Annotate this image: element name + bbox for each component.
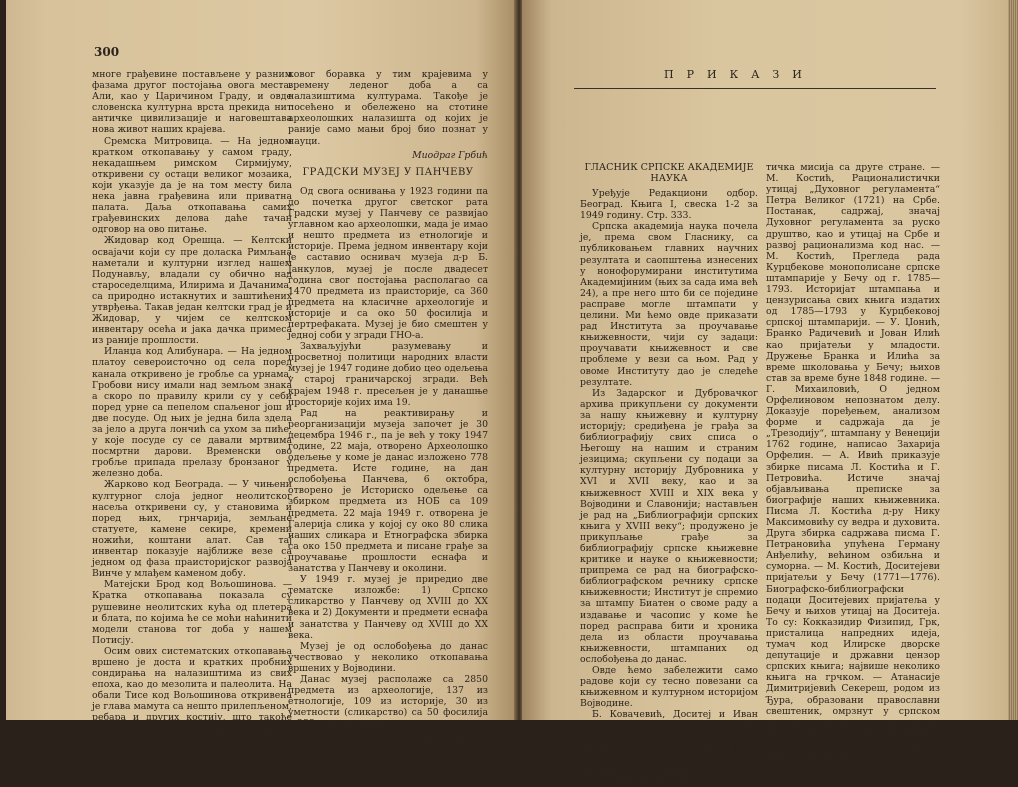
page-number: 300 — [94, 45, 120, 59]
paragraph: Рад на реактивирању и реорганизацији музеја започет је 30 децембра 1946 г., па је већ у току 1947 године, 22 маја, отворено Археолошко одељење у коме је данас изложено 778 предмета. Исте године, на дан ослобођења Панчева, 6 октобра, отворено је Историско одељење са збирком предмета из НОБ са 109 предмета. 22 маја 1949 г. отворена је Галерија слика у којој су око 80 слика наших сликара и Етнографска збирка са око 150 предмета и писане грађе за проучавање прошлости еснафа и занатства у Панчеву и околини. — [288, 407, 488, 575]
paragraph: Српска академија наука почела је, према свом Гласнику, са публиковањем главних научних резултата и саопштења изнесених у нонофорумирани институтима Академијиним (њих за сада има већ 24), а пре него што би се поједине расправе могле штампати у целини. Ми ћемо овде приказати рад Института за проучавање књижевности, чији су задаци: проучавати књижевност и све проблеме у вези са њом. Рад у овоме Институту дао је следеће резултате. — [580, 221, 758, 388]
paragraph: Из Задарског и Дубровачког архива прикупљени су документи за нашу књижевну и културну историју; средиђена је грађа за библиографију свих списа о Његошу на нашим и страним језицима; скупљени су подаци за културну историју Дубровника у XVI и XVII веку, као и за књижевност XVIII и XIX века у Војводини и Славонији; настављен је рад на „Библиографији српских књига у XVIII веку“; продужено је прикупљање грађе за библиографију српске књижевне критике и науке о књижевности; припрема се рад на биографско-библиографском речнику српске књижевности; Институт је спремио за штампу Биатен о своме раду а издавање и часопис у коме ће поред расправа бити и хроника дела из области проучавања књижевности, штампаних од ослобођења до данас. — [580, 387, 758, 665]
page-edges — [1008, 0, 1018, 720]
right-column-1 — [580, 162, 758, 787]
paragraph: Иланџа код Алибунара. — На једном платоу североисточно од села поред канала откривено је гробље са урнама. Гробови нису имали над земљом знака а скоро по правилу крили су у себи поред урне са пепелом спаљеног још и две посуде. Од њих је једна била здела за јело а друга лончић са ухом за пиће, у које посуде су се давали мртвима посмртни дарови. Временски ово гробље припада прелазу бронзаног у железно доба. — [92, 346, 292, 480]
left-column-1 — [92, 69, 292, 735]
paragraph: тичка мисија са друге стране. — М. Костић, Рационалистички утицај „Духовног регуламента“ Петра Великог (1721) на Србе. Постанак, садржај, значај Духовног регуламента за руско друштво, као и утицај на Србе и развој рационализма код нас. — М. Костић, Прегледа рада Курцбекове монополисане српске штампарије у Бечу од г. 1785—1793. Историјат штампања и цензурисања свих књига издатих од 1785—1793 у Курцбековој српској штампарији. — У. Џонић, Бранко Радичевић и Јован Илић као пријатељи у младости. Дружење Бранка и Илића за време школовања у Бечу; њихов став за време буне 1848 године. — Г. Михаиловић, О једном Орфелиновом непознатом делу. Доказује поређењем, анализом форме и садржаја да је „Трезодију“, штампану у Венецији 1762 године, написао Захарија Орфелин. — А. Ивић приказује збирке писама Л. Костића и Г. Петровића. Истиче значај објављивања преписке за биографије наших књижевника. Писма Л. Костића д-ру Нику Максимовићу су ведра и духовита. Друга збирка садржава писма Г. Петрановића упућена Герману Анђелићу, већином озбиљна и суморна. — М. Костић, Доситејеви пријатељи у Бечу (1771—1776). Биографско-библиографски подаци Доситејевих пријатеља у Бечу и њихов утицај на Доситеја. То су: Кокказидир Физипид, Грк, присталица напредних идеја, тумач код Илирске дворске депутације и државни цензор српских књига; највише неколико књига на грчком. — Атанасије Димитријевић Секереш, родом из Ђура, образовани православни свештеник, омрзнут у српском друштву, учествовао у доношењу терезијанских рационалистичких реформа код Срба, цензор српске монополисане штампа- — [766, 162, 940, 761]
paragraph: ковог боравка у тим крајевима у времену леденог доба а са налазиштима културама. Такође је посећено и обележено на стотине археолошких налазишта од којих је раније само мањи број био познат у науци. — [288, 69, 488, 147]
paragraph: У 1949 г. музеј је приредио две тематске изложбе: 1) Српско сликарство у Панчеву од XVIII до XX века и 2) Документи и предмети еснафа и занатства у Панчеву од XVIII до XX века. — [288, 574, 488, 641]
paragraph: Данас музеј располаже са 2850 предмета из археологије, 137 из етнологије, 109 из историје, 30 из уметности (сликарство) са 50 фосилија и 233 стручне књиге. — [288, 673, 488, 730]
paragraph: Сремска Митровица. — На једном кратком откопавању у самом граду, некадашњем римском Сирмијуму, откривени су остаци великог мозаика, који указује да је на том месту била нека јавна грађевина или приватна палата. Даља откопавања самих грађевинских делова даће тачан одговор на ово питање. — [92, 135, 292, 236]
paragraph: Осим ових систематских откопавања вршено је доста и кратких пробних сондирања на налазиштима из свих епоха, као до мезолита и палеолита. На обали Тисе код Вољошинова откривена је глава мамута са нешто прилепљеном, ребара и других костију, што такође указује на могућност човеког боравка — [92, 645, 292, 735]
left-page — [6, 0, 516, 744]
paragraph: Музеј је од ослобођења до данас учествовао у неколико откопавања вршених у Војводини. — [288, 640, 488, 674]
paragraph: Жидовар код Орешца. — Келтски освајачи који су пре доласка Римљана наметали и културни изглед нашем Подунављу, владали су обично над староседелцима, Илирима и Дачанима, са природно истакнутих и заштићених утврђења. Такав један келтски град је и Жидовар, у чијем се келтском инвентару осећа и јака дачка примеса из раније прошлости. — [92, 235, 292, 347]
paragraph: Захваљујући разумевању и просветној политици народних власти музеј је 1947 године добио цео одељења у старој граничарској згради. Већ крајем 1948 г. пресељен је у данашње просторије којих има 19. — [288, 341, 488, 408]
right-column-2 — [766, 162, 940, 761]
paragraph: Уређује Редакциони одбор. Београд. Књига I, свеска 1-2 за 1949 годину. Стр. 333. — [580, 188, 758, 222]
paragraph: Б. Ковачевић, Доситеј и Иван Југовић. У прегледу рада Доситеја и Југовића у првом устанку приказана је делатност и патриотизам Доситеја са једне, а Југовићеве дефетизам, његово аустрофилство и поли- — [580, 709, 758, 787]
author-signature: Миодраг Грбић — [412, 149, 488, 161]
paragraph: Матејски Брод код Вољошинова. — Кратка откопавања показала су рушевине неолитских кућа од плетера и блата, по којима ће се моћи наћинити модели станова тог доба у нашем Потисју. — [92, 579, 292, 646]
paragraph: многе грађевине постављене у разним фазама другог постојања овога места. Али, као у Царичином Граду, и овде словенска културна врста прекида нит античке цивилизације и наговештава нова живот наших крајева. — [92, 69, 292, 136]
running-header: ПРИКАЗИ — [664, 68, 815, 81]
section-title: ГРАДСКИ МУЗЕЈ У ПАНЧЕВУ — [302, 166, 474, 178]
paragraph: Овде ћемо забележити само радове који су тесно повезани са књижевном и културном историјом Војводине. — [580, 665, 758, 710]
author-signature: Р. Л. Веселиновић — [398, 732, 488, 744]
header-rule — [574, 88, 936, 89]
paragraph: Од свога оснивања у 1923 години па до почетка другог светског рата Градски музеј у Панчеву се развијао углавном као археолошки, мада је имао и нешто предмета из етнологије и историје. Према једном инвентару који је саставио оснивач музеја д-р Б. Јанкулов, музеј је после двадесет година свог постојања располагао са 1470 предмета из праисторије, са 360 предмета на класичне археологије и историје и са око 50 фосилија и пертрефаката. Музеј је био смештен у једној соби у згради ГНО-а. — [288, 185, 488, 342]
left-column-2 — [288, 69, 488, 744]
paragraph: Жарково код Београда. — У чињени културног слоја једног неолитског насеља откривени су, у становима и поред њих, грнчарија, земљане статуете, камене секире, кремени ножићи, коштани алат. Сав тај инвентар показује најближе везе са једном од фаза праисторијског развоја Винче у млађем каменом добу. — [92, 479, 292, 580]
article-title: ГЛАСНИК СРПСКЕ АКАДЕМИЈЕ НАУКА — [584, 162, 754, 184]
